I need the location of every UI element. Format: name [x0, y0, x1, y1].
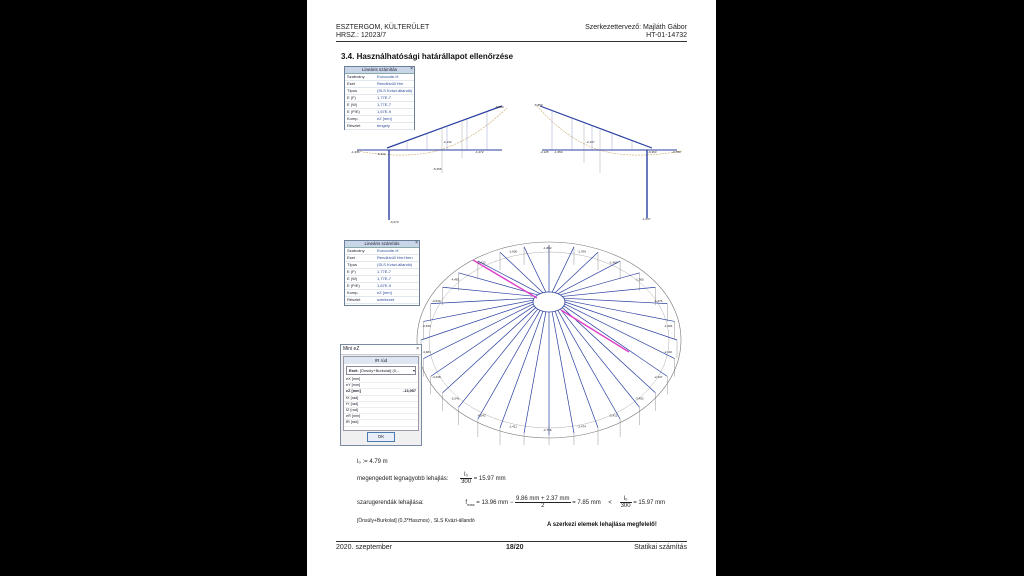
deflection-label: -0,542 — [477, 413, 486, 418]
result-row: fY [rad] — [344, 402, 418, 408]
deflection-label: -1,334 — [351, 150, 360, 154]
page-footer — [336, 541, 687, 554]
document-page — [307, 0, 716, 576]
designer-name: Szerkezettervező: Majláth Gábor — [585, 24, 687, 31]
rafter-deflection: szarugerendák lehajlása: $f_{max} = 13.96$ mm − $\frac{9.86 mm + 2.37 mm}{2}$ = 7.85 mm < $\frac{\text{l₀}}{300}$ = 15.97 mm — [357, 496, 666, 509]
deflection-label: -2,412 — [608, 413, 618, 418]
deflection-label: -2,541 — [450, 396, 460, 401]
deflection-label: -1,272 — [475, 150, 484, 154]
deflection-label: -6,850 — [495, 105, 504, 109]
close-icon[interactable]: × — [410, 66, 413, 72]
plot-number: HRSZ.: 12023/7 — [336, 32, 387, 39]
deflection-label: -1,365 — [635, 277, 644, 282]
result-row: fZ [rad] — [344, 408, 418, 414]
allowed-deflection: megengedett legnagyobb lehajlás: $\frac{\text{l₀}}{300}$ = 15.97 mm — [357, 472, 506, 485]
footer-date: 2020. szeptember — [336, 544, 393, 551]
deflection-label: -3,452 — [635, 396, 644, 401]
dialog-subtitle: IR rúd — [344, 357, 418, 364]
deflection-label: -2,437 — [653, 374, 663, 379]
result-row: eZ [mm] -13,957 — [344, 389, 418, 395]
page-number: 18/20 — [506, 544, 524, 551]
deflection-label: -4,438 — [432, 374, 441, 379]
dome-rib — [565, 302, 677, 340]
panel-title: Lineáris számítás — [345, 67, 414, 74]
min-ez-dialog[interactable] — [340, 344, 422, 446]
ok-button[interactable]: OK — [367, 432, 395, 442]
dome-diagram — [407, 230, 692, 445]
deflection-label: -1,411 — [508, 424, 517, 429]
deflection-label: -0,789 — [672, 150, 681, 154]
deflection-label: -2,766 — [543, 428, 552, 432]
dome-rib — [562, 287, 655, 296]
dome-rib — [562, 308, 655, 393]
frame-diagram-right — [532, 98, 692, 228]
result-row: eR [mm] — [344, 414, 418, 420]
deflection-label: -4,482 — [450, 277, 460, 282]
deflection-label: -5,859 — [534, 103, 543, 107]
deflection-label: -5,256 — [433, 167, 442, 171]
span-length: l₀ := 4.79 m — [357, 459, 388, 465]
deflection-label: -2,137 — [586, 140, 595, 144]
deflection-label: -0,649 — [432, 299, 441, 304]
deflection-label: -1,597 — [642, 217, 651, 221]
dome-rib — [421, 302, 533, 340]
load-combination: [Önsúly+Burkolat] (0,3*Hasznos) , SLS Kvázi-állandó — [357, 518, 475, 524]
dome-rib — [564, 306, 667, 377]
case-select[interactable]: Eset: [Önsúly+Burkolat] (0,... ▾ — [346, 366, 416, 375]
deflection-label: -6,344 — [377, 152, 386, 156]
section-title: 3.4. Használhatósági határállapot ellenőrzése — [341, 52, 514, 61]
result-row: fR [rad] — [344, 420, 418, 426]
chevron-down-icon[interactable]: ▾ — [412, 368, 415, 373]
conclusion-text: A szerkezi elemek lehajlása megfelelő! — [547, 522, 657, 528]
deflection-label: -1,766 — [577, 249, 586, 254]
license-number: HT-01-14732 — [646, 32, 687, 39]
deflection-label: -2,125 — [540, 150, 549, 154]
dome-rib — [478, 261, 540, 294]
deflection-label: -2,116 — [663, 349, 673, 354]
deflection-label: -1,350 — [554, 150, 563, 154]
deflection-label: -2,132 — [443, 140, 452, 144]
close-icon[interactable]: × — [416, 346, 419, 352]
close-icon[interactable]: × — [415, 240, 418, 246]
deflection-label: -2,412 — [477, 260, 486, 265]
dome-rib — [558, 261, 620, 294]
result-row: eY [mm] — [344, 383, 418, 389]
footer-doc-type: Statikai számítás — [634, 544, 687, 551]
deflection-label: -4,481 — [422, 349, 431, 354]
dome-rib — [443, 308, 536, 393]
deflection-label: -6,270 — [390, 220, 399, 224]
page-header — [336, 24, 687, 42]
deflection-label: -1,802 — [543, 246, 552, 250]
deflection-label: -0,546 — [422, 324, 431, 329]
dome-rib — [431, 306, 534, 377]
deflection-label: -1,346 — [663, 324, 673, 329]
highlighted-member — [473, 260, 537, 298]
calc-info-panel[interactable]: Lineáris számítás × Szabvány Eurocode-H Eset Rendkívüli Hm Típus (SLS Kvázi-állandó) E (F) 1,77E-7 E (W) 1,77E-7 E (P/E) 1,67E-9 Komp. eZ [mm] Részlet tengely — [344, 66, 415, 130]
dialog-title: Mini eZ — [343, 346, 360, 352]
calc-info-panel[interactable]: Lineáris számítás × Szabvány Eurocode-H Eset Rendkívüli Hm.Hmn Típus (SLS Kvázi-állandó) E (F) 1,77E-7 E (W) 1,77E-7 E (P/E) 1,67E-9 Komp. eZ [mm] Részlet szerkezet — [344, 240, 420, 306]
deflection-label: -1,600 — [508, 249, 518, 254]
panel-title: Lineáris számítás — [345, 241, 419, 248]
result-row: eX [mm] — [344, 377, 418, 383]
deflection-label: -6,363 — [648, 150, 657, 154]
deflection-label: -2,474 — [577, 424, 586, 429]
result-row: fX [rad] — [344, 396, 418, 402]
deflection-label: -1,460 — [608, 260, 618, 265]
dome-rib — [524, 312, 546, 433]
deflection-label: -1,476 — [653, 299, 663, 304]
dome-rib — [552, 312, 574, 433]
project-name: ESZTERGOM, KÜLTERÜLET — [336, 24, 430, 31]
